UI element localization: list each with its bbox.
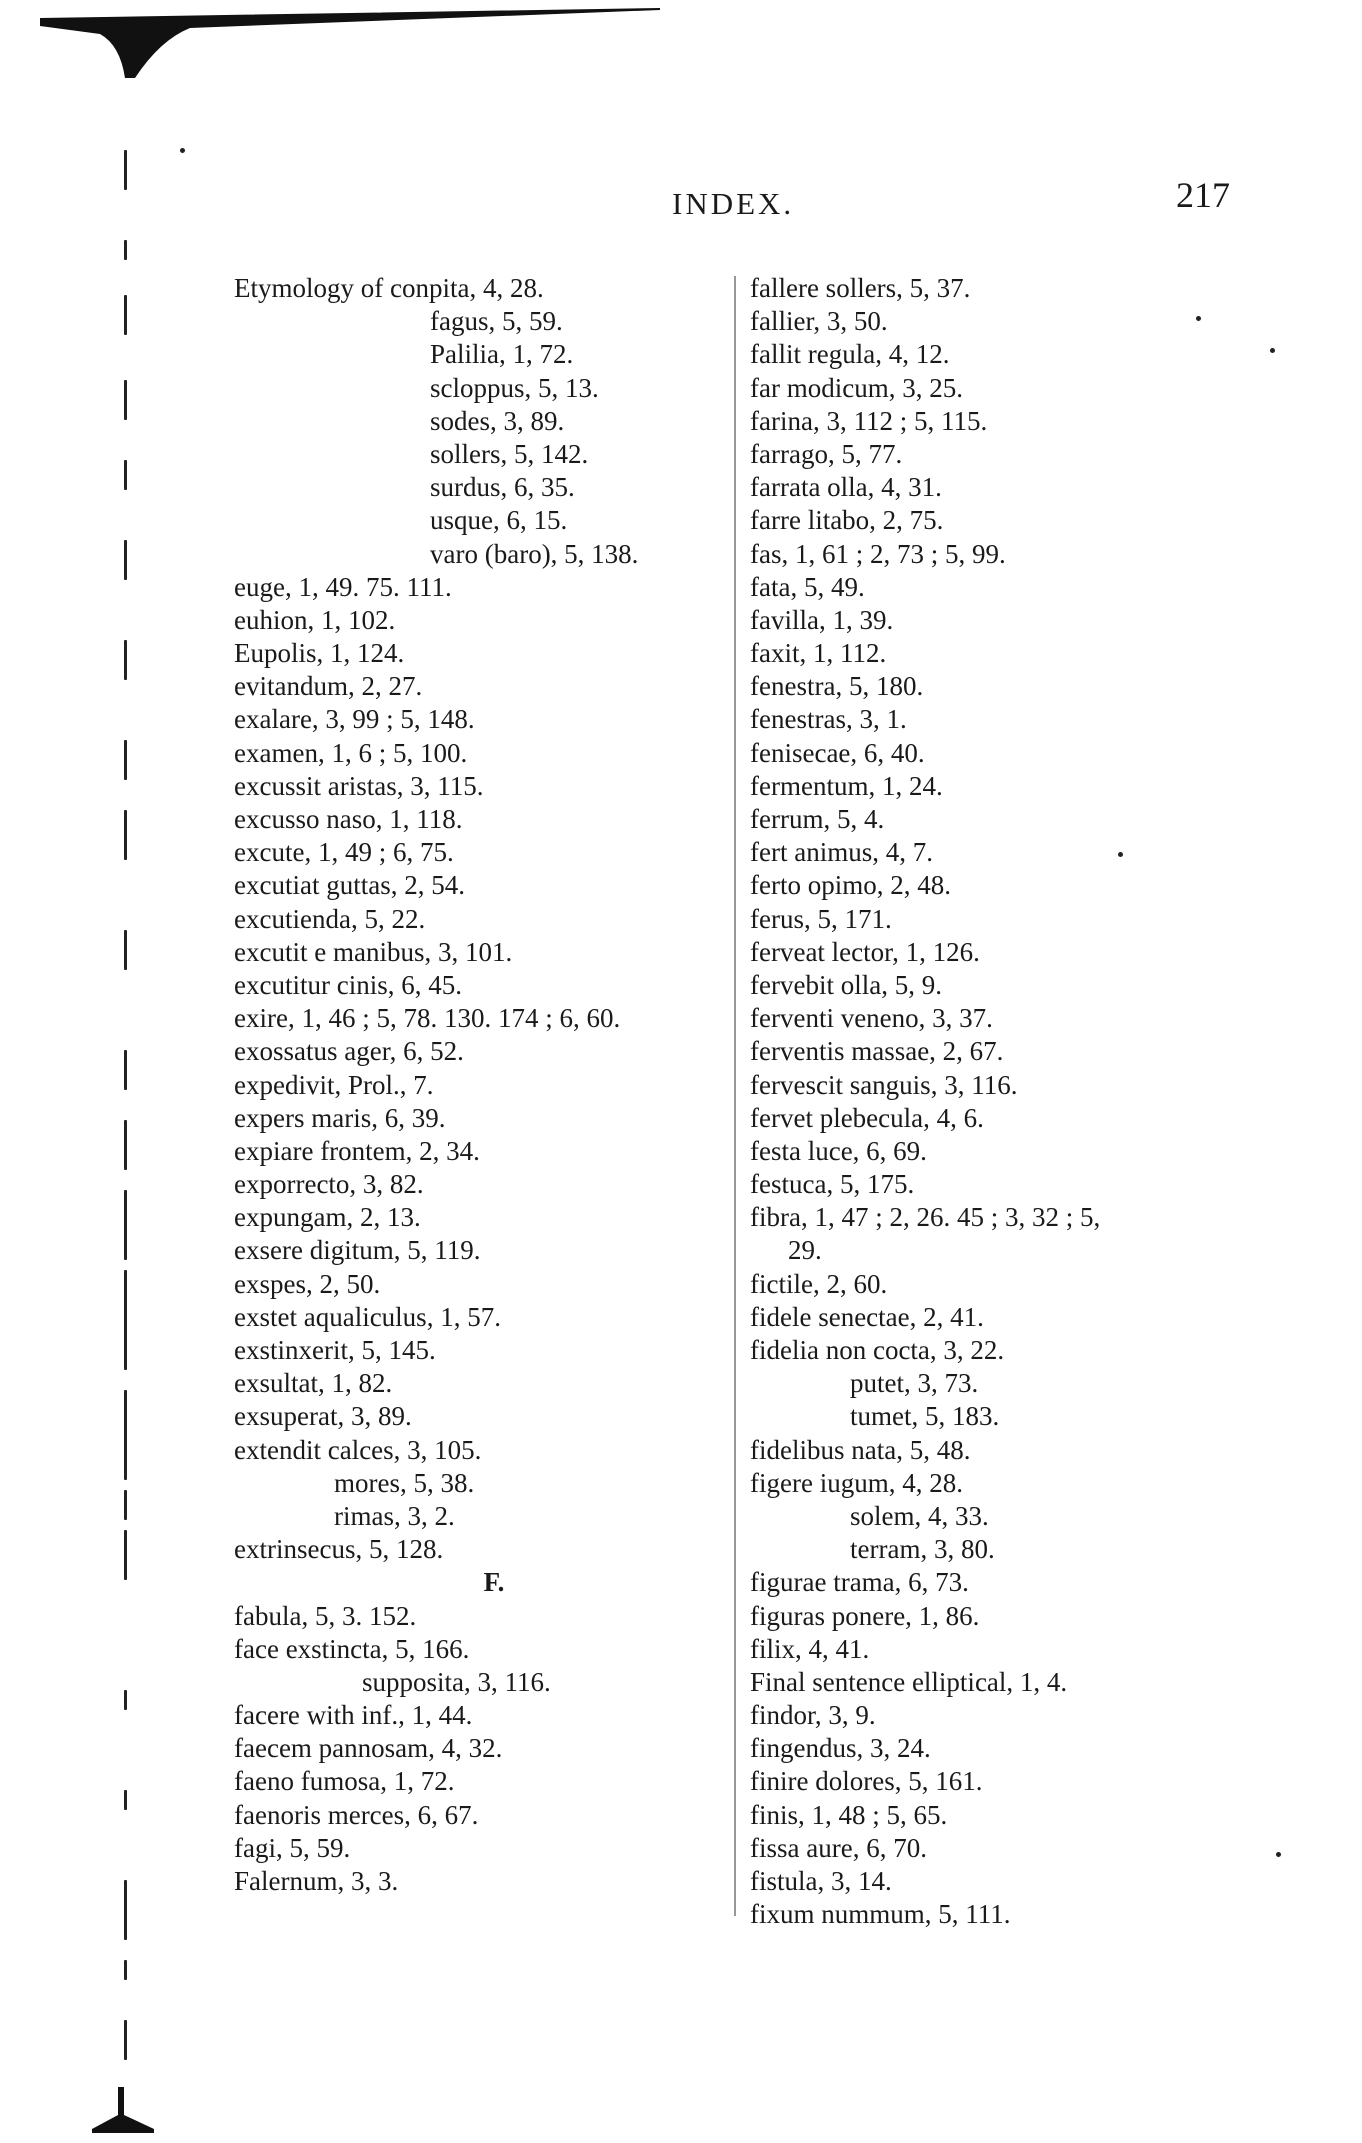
index-entry: fidele senectae, 2, 41. bbox=[750, 1301, 984, 1332]
index-entry: Final sentence elliptical, 1, 4. bbox=[750, 1666, 1068, 1697]
index-entry: fagus, 5, 59. bbox=[430, 306, 563, 337]
gutter-marks bbox=[110, 90, 150, 2140]
binding-foot bbox=[88, 2085, 158, 2135]
index-entry: sodes, 3, 89. bbox=[430, 405, 565, 436]
index-entry: ferventis massae, 2, 67. bbox=[750, 1036, 1004, 1067]
index-column-right bbox=[750, 272, 1310, 1931]
index-entry: festuca, 5, 175. bbox=[750, 1169, 915, 1200]
speck bbox=[1196, 316, 1201, 321]
index-entry: ferus, 5, 171. bbox=[750, 903, 892, 934]
index-entry: fervet plebecula, 4, 6. bbox=[750, 1102, 984, 1133]
index-entry: favilla, 1, 39. bbox=[750, 604, 894, 635]
index-entry: findor, 3, 9. bbox=[750, 1700, 876, 1731]
index-entry: Eupolis, 1, 124. bbox=[234, 638, 405, 669]
index-entry: fistula, 3, 14. bbox=[750, 1866, 892, 1896]
index-entry: fenestras, 3, 1. bbox=[750, 704, 907, 735]
index-entry: facere with inf., 1, 44. bbox=[234, 1700, 473, 1731]
index-entry: faeno fumosa, 1, 72. bbox=[234, 1766, 455, 1797]
index-entry: varo (baro), 5, 138. bbox=[430, 538, 639, 569]
index-entry: farre litabo, 2, 75. bbox=[750, 505, 944, 536]
index-entry: figurae trama, 6, 73. bbox=[750, 1567, 969, 1598]
index-entry: euge, 1, 49. 75. 111. bbox=[234, 571, 452, 602]
index-entry: extendit calces, 3, 105. bbox=[234, 1434, 482, 1465]
index-entry: fingendus, 3, 24. bbox=[750, 1733, 931, 1764]
index-entry: fenisecae, 6, 40. bbox=[750, 737, 925, 768]
index-entry: 29. bbox=[788, 1235, 822, 1266]
index-entry: fata, 5, 49. bbox=[750, 571, 865, 602]
speck bbox=[1270, 348, 1275, 353]
index-entry: fallere sollers, 5, 37. bbox=[750, 273, 971, 303]
speck bbox=[1118, 852, 1123, 857]
index-entry: exstinxerit, 5, 145. bbox=[234, 1335, 436, 1365]
index-entry: Falernum, 3, 3. bbox=[234, 1866, 399, 1896]
page-header-title: INDEX. bbox=[672, 186, 795, 221]
index-entry: face exstincta, 5, 166. bbox=[234, 1633, 470, 1664]
index-entry: exire, 1, 46 ; 5, 78. 130. 174 ; 6, 60. bbox=[234, 1003, 621, 1034]
index-entry: excussit aristas, 3, 115. bbox=[234, 770, 484, 801]
index-entry: expungam, 2, 13. bbox=[234, 1202, 421, 1233]
index-entry: fissa aure, 6, 70. bbox=[750, 1832, 927, 1863]
index-entry: exsere digitum, 5, 119. bbox=[234, 1235, 481, 1266]
index-entry: fermentum, 1, 24. bbox=[750, 770, 943, 801]
index-entry: finis, 1, 48 ; 5, 65. bbox=[750, 1799, 948, 1830]
binding-shadow bbox=[40, 0, 660, 80]
speck bbox=[1276, 1852, 1281, 1857]
index-entry: supposita, 3, 116. bbox=[362, 1666, 551, 1697]
index-entry: fallier, 3, 50. bbox=[750, 306, 888, 337]
index-entry: fidelibus nata, 5, 48. bbox=[750, 1434, 971, 1465]
index-entry: fervescit sanguis, 3, 116. bbox=[750, 1069, 1018, 1100]
index-entry: extrinsecus, 5, 128. bbox=[234, 1534, 444, 1565]
index-entry: excute, 1, 49 ; 6, 75. bbox=[234, 837, 454, 868]
index-entry: excusso naso, 1, 118. bbox=[234, 804, 463, 834]
index-entry: rimas, 3, 2. bbox=[334, 1500, 455, 1531]
index-entry: fidelia non cocta, 3, 22. bbox=[750, 1335, 1005, 1365]
index-entry: figere iugum, 4, 28. bbox=[750, 1467, 963, 1498]
index-entry: fabula, 5, 3. 152. bbox=[234, 1600, 417, 1631]
index-entry: excutitur cinis, 6, 45. bbox=[234, 969, 462, 1000]
index-entry: exsuperat, 3, 89. bbox=[234, 1401, 412, 1432]
column-divider bbox=[734, 276, 736, 1916]
index-entry: expiare frontem, 2, 34. bbox=[234, 1135, 480, 1166]
index-entry: Etymology of conpita, 4, 28. bbox=[234, 273, 544, 303]
index-entry: fibra, 1, 47 ; 2, 26. 45 ; 3, 32 ; 5, bbox=[750, 1202, 1101, 1233]
index-entry: finire dolores, 5, 161. bbox=[750, 1766, 983, 1797]
index-entry: surdus, 6, 35. bbox=[430, 472, 575, 503]
index-entry: figuras ponere, 1, 86. bbox=[750, 1600, 980, 1631]
index-entry: excutienda, 5, 22. bbox=[234, 903, 426, 934]
index-entry: fagi, 5, 59. bbox=[234, 1832, 351, 1863]
index-entry: faxit, 1, 112. bbox=[750, 638, 887, 669]
index-entry: faenoris merces, 6, 67. bbox=[234, 1799, 479, 1830]
index-entry: ferventi veneno, 3, 37. bbox=[750, 1003, 993, 1034]
index-entry: fallit regula, 4, 12. bbox=[750, 339, 950, 370]
index-entry: ferrum, 5, 4. bbox=[750, 804, 885, 834]
index-entry: scloppus, 5, 13. bbox=[430, 372, 599, 403]
index-entry: usque, 6, 15. bbox=[430, 505, 568, 536]
index-entry: faecem pannosam, 4, 32. bbox=[234, 1733, 503, 1764]
index-entry: fert animus, 4, 7. bbox=[750, 837, 933, 868]
index-entry: exstet aqualiculus, 1, 57. bbox=[234, 1301, 501, 1332]
index-entry: farrata olla, 4, 31. bbox=[750, 472, 942, 503]
index-entry: fictile, 2, 60. bbox=[750, 1268, 888, 1299]
index-entry: fenestra, 5, 180. bbox=[750, 671, 924, 702]
index-entry: filix, 4, 41. bbox=[750, 1633, 870, 1664]
index-entry: far modicum, 3, 25. bbox=[750, 372, 963, 403]
index-entry: exporrecto, 3, 82. bbox=[234, 1169, 424, 1200]
index-entry: exsultat, 1, 82. bbox=[234, 1368, 393, 1399]
index-entry: fervebit olla, 5, 9. bbox=[750, 969, 942, 1000]
index-entry: exalare, 3, 99 ; 5, 148. bbox=[234, 704, 475, 735]
index-entry: exspes, 2, 50. bbox=[234, 1268, 381, 1299]
index-entry: sollers, 5, 142. bbox=[430, 438, 589, 469]
page-number: 217 bbox=[1176, 175, 1230, 215]
index-entry: Palilia, 1, 72. bbox=[430, 339, 574, 370]
index-entry: farina, 3, 112 ; 5, 115. bbox=[750, 405, 988, 436]
index-entry: farrago, 5, 77. bbox=[750, 438, 903, 469]
index-entry: ferto opimo, 2, 48. bbox=[750, 870, 951, 901]
index-entry: mores, 5, 38. bbox=[334, 1467, 475, 1498]
index-entry: expers maris, 6, 39. bbox=[234, 1102, 446, 1133]
index-entry: festa luce, 6, 69. bbox=[750, 1135, 927, 1166]
section-letter-heading: F. bbox=[483, 1567, 505, 1598]
index-entry: fixum nummum, 5, 111. bbox=[750, 1899, 1011, 1930]
index-entry: terram, 3, 80. bbox=[850, 1534, 995, 1565]
index-entry: exossatus ager, 6, 52. bbox=[234, 1036, 464, 1067]
index-entry: excutiat guttas, 2, 54. bbox=[234, 870, 465, 901]
index-column-left bbox=[234, 272, 754, 1898]
index-entry: euhion, 1, 102. bbox=[234, 604, 396, 635]
index-entry: solem, 4, 33. bbox=[850, 1500, 989, 1531]
index-entry: putet, 3, 73. bbox=[850, 1368, 979, 1399]
index-entry: tumet, 5, 183. bbox=[850, 1401, 1000, 1432]
index-entry: expedivit, Prol., 7. bbox=[234, 1069, 434, 1100]
index-entry: excutit e manibus, 3, 101. bbox=[234, 936, 513, 967]
index-entry: evitandum, 2, 27. bbox=[234, 671, 423, 702]
index-entry: fas, 1, 61 ; 2, 73 ; 5, 99. bbox=[750, 538, 1006, 569]
index-entry: examen, 1, 6 ; 5, 100. bbox=[234, 737, 468, 768]
index-entry: ferveat lector, 1, 126. bbox=[750, 936, 980, 967]
speck bbox=[180, 148, 185, 153]
